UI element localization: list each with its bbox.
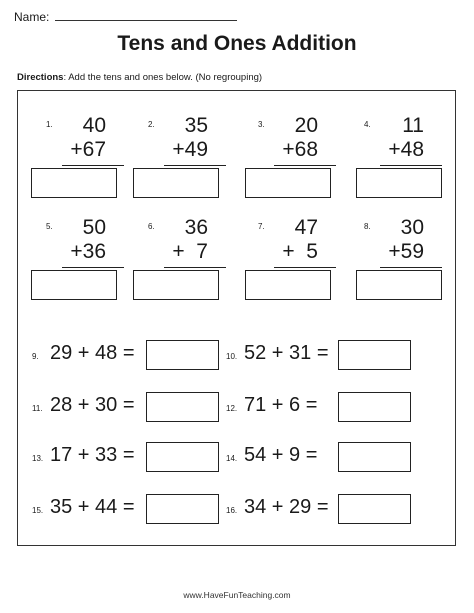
- problem-number: 12.: [226, 404, 238, 413]
- answer-box[interactable]: [356, 270, 442, 300]
- answer-box[interactable]: [31, 168, 117, 198]
- answer-box[interactable]: [133, 270, 219, 300]
- vertical-problem: [148, 114, 238, 170]
- problem-number: 9.: [32, 352, 39, 361]
- vertical-problem: [258, 114, 348, 170]
- answer-box[interactable]: [133, 168, 219, 198]
- vertical-problem: [148, 216, 238, 272]
- sum-line: [62, 165, 124, 166]
- problem-expression: 35 + 44 =: [50, 496, 135, 518]
- answer-box[interactable]: [338, 392, 411, 422]
- sum-line: [62, 267, 124, 268]
- problem-top-number: 20: [294, 114, 318, 137]
- vertical-problem: [364, 216, 454, 272]
- answer-box[interactable]: [146, 340, 219, 370]
- directions: [17, 72, 262, 83]
- problem-top-number: 30: [400, 216, 424, 239]
- directions-label: Directions: [17, 72, 64, 83]
- footer-url: www.HaveFunTeaching.com: [183, 590, 291, 600]
- sum-line: [164, 165, 226, 166]
- sum-line: [380, 165, 442, 166]
- answer-box[interactable]: [146, 392, 219, 422]
- problem-number: 5.: [46, 222, 53, 231]
- problem-number: 10.: [226, 352, 238, 361]
- problem-bottom-number: +48: [388, 138, 424, 161]
- problem-expression: 34 + 29 =: [244, 496, 329, 518]
- name-line[interactable]: [55, 20, 237, 21]
- problem-expression: 28 + 30 =: [50, 394, 135, 416]
- problem-number: 2.: [148, 120, 155, 129]
- problem-bottom-number: + 7: [172, 240, 208, 263]
- answer-box[interactable]: [146, 494, 219, 524]
- sum-line: [274, 267, 336, 268]
- vertical-problem: [46, 114, 136, 170]
- answer-box[interactable]: [338, 442, 411, 472]
- problem-number: 8.: [364, 222, 371, 231]
- problem-expression: 52 + 31 =: [244, 342, 329, 364]
- problem-expression: 17 + 33 =: [50, 444, 135, 466]
- sum-line: [274, 165, 336, 166]
- answer-box[interactable]: [245, 270, 331, 300]
- problem-number: 16.: [226, 506, 238, 515]
- problem-bottom-number: + 5: [282, 240, 318, 263]
- problem-bottom-number: +67: [70, 138, 106, 161]
- vertical-problem: [46, 216, 136, 272]
- problem-bottom-number: +36: [70, 240, 106, 263]
- problem-number: 1.: [46, 120, 53, 129]
- answer-box[interactable]: [338, 340, 411, 370]
- sum-line: [164, 267, 226, 268]
- answer-box[interactable]: [146, 442, 219, 472]
- problem-number: 11.: [32, 404, 43, 413]
- problem-top-number: 50: [82, 216, 106, 239]
- answer-box[interactable]: [356, 168, 442, 198]
- directions-text: : Add the tens and ones below. (No regrouping): [63, 72, 263, 83]
- problem-number: 7.: [258, 222, 265, 231]
- problem-expression: 71 + 6 =: [244, 394, 318, 416]
- problem-number: 4.: [364, 120, 371, 129]
- problem-top-number: 47: [294, 216, 318, 239]
- answer-box[interactable]: [245, 168, 331, 198]
- problem-number: 15.: [32, 506, 44, 515]
- problem-top-number: 11: [402, 114, 424, 137]
- vertical-problem: [364, 114, 454, 170]
- problem-number: 3.: [258, 120, 265, 129]
- page-title: Tens and Ones Addition: [117, 32, 357, 55]
- problem-top-number: 35: [184, 114, 208, 137]
- problem-expression: 54 + 9 =: [244, 444, 318, 466]
- name-label: Name:: [14, 10, 50, 24]
- problem-bottom-number: +49: [172, 138, 208, 161]
- problem-bottom-number: +59: [388, 240, 424, 263]
- problem-number: 14.: [226, 454, 238, 463]
- problem-top-number: 40: [82, 114, 106, 137]
- vertical-problem: [258, 216, 348, 272]
- problem-expression: 29 + 48 =: [50, 342, 135, 364]
- problem-top-number: 36: [184, 216, 208, 239]
- problem-number: 6.: [148, 222, 155, 231]
- problem-number: 13.: [32, 454, 44, 463]
- problem-bottom-number: +68: [282, 138, 318, 161]
- answer-box[interactable]: [31, 270, 117, 300]
- sum-line: [380, 267, 442, 268]
- answer-box[interactable]: [338, 494, 411, 524]
